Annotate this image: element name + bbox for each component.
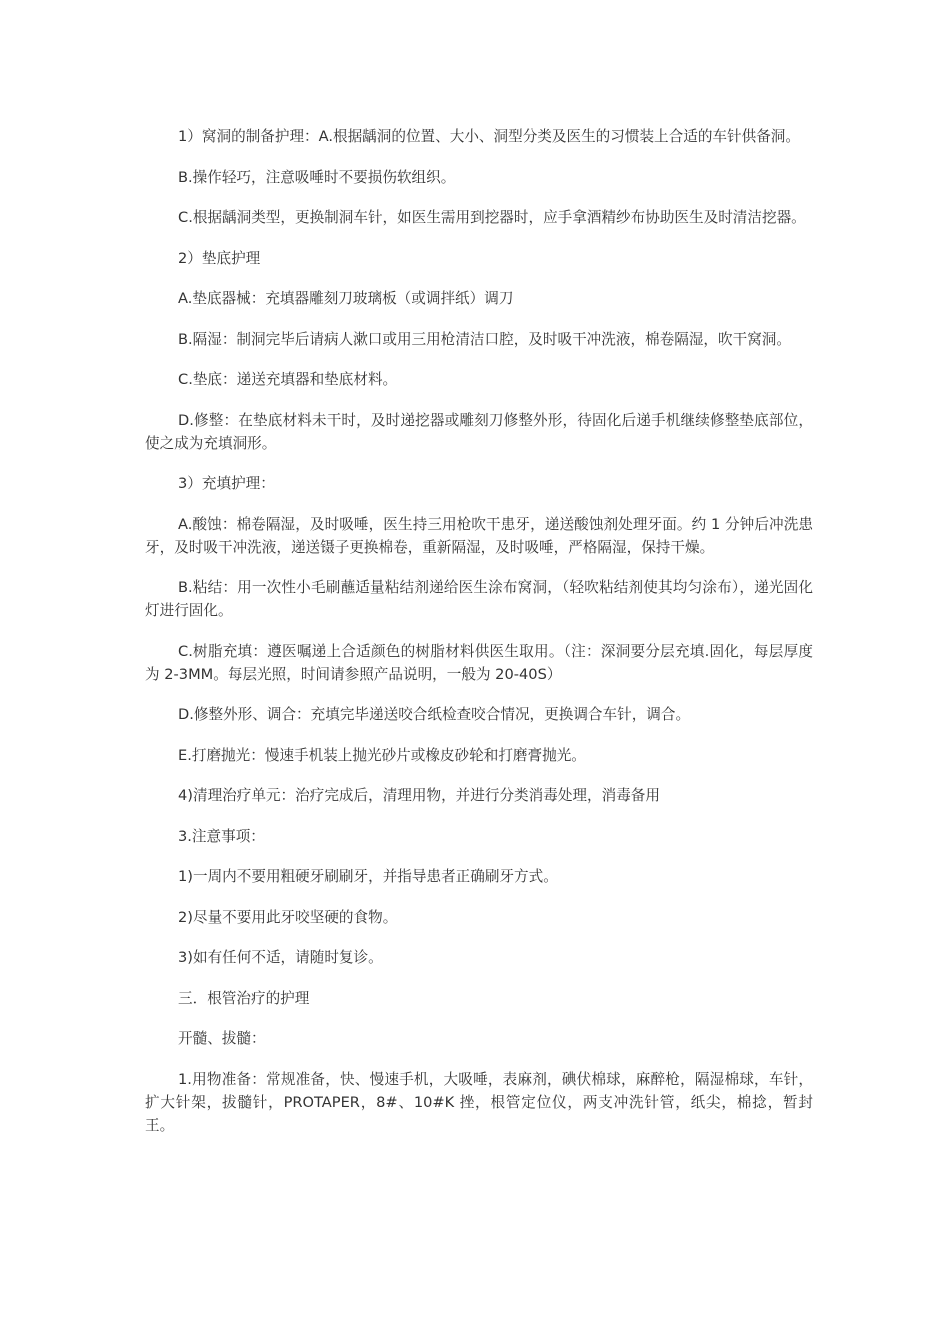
paragraph: A.垫底器械：充填器雕刻刀玻璃板（或调拌纸）调刀 xyxy=(178,290,514,307)
section-heading: 2）垫底护理 xyxy=(178,249,261,267)
paragraph: E.打磨抛光：慢速手机装上抛光砂片或橡皮砂轮和打磨膏抛光。 xyxy=(178,746,586,764)
paragraph: C.树脂充填：遵医嘱递上合适颜色的树脂材料供医生取用。（注：深洞要分层充填.固化，每层厚度为 2-3MM。每层光照，时间请参照产品说明，一般为 20-40S） xyxy=(145,642,813,683)
section-heading: 3.注意事项： xyxy=(178,827,265,845)
paragraph: B.操作轻巧，注意吸唾时不要损伤软组织。 xyxy=(178,168,456,186)
paragraph: B.粘结：用一次性小毛刷蘸适量粘结剂递给医生涂布窝洞，（轻吹粘结剂使其均匀涂布），递光固化灯进行固化。 xyxy=(145,579,813,619)
paragraph: C.根据龋洞类型，更换制洞车针，如医生需用到挖器时，应手拿酒精纱布协助医生及时清洁挖器。 xyxy=(178,209,806,226)
section-heading: 三．根管治疗的护理 xyxy=(178,989,310,1007)
paragraph: 1.用物准备：常规准备，快、慢速手机，大吸唾，表麻剂，碘伏棉球，麻醉枪，隔湿棉球，车针，扩大针架，拔髓针，PROTAPER，8#、10#K 挫，根管定位仪，两支冲洗针管，纸尖，棉捻，暂封王。 xyxy=(145,1070,813,1134)
section-heading: 3）充填护理： xyxy=(178,475,275,492)
list-item: 3)如有任何不适，请随时复诊。 xyxy=(178,949,383,966)
list-item: 2)尽量不要用此牙咬坚硬的食物。 xyxy=(178,908,398,926)
document-body xyxy=(145,125,813,1154)
paragraph: B.隔湿：制洞完毕后请病人漱口或用三用枪清洁口腔，及时吸干冲洗液，棉卷隔湿，吹干窝洞。 xyxy=(178,330,791,348)
paragraph: A.酸蚀：棉卷隔湿，及时吸唾，医生持三用枪吹干患牙，递送酸蚀剂处理牙面。约 1 分钟后冲洗患牙，及时吸干冲洗液，递送镊子更换棉卷，重新隔湿，及时吸唾，严格隔湿，保持干燥。 xyxy=(145,515,813,556)
list-item: 1)一周内不要用粗硬牙刷刷牙，并指导患者正确刷牙方式。 xyxy=(178,868,558,885)
section-heading: 4)清理治疗单元：治疗完成后，清理用物，并进行分类消毒处理，消毒备用 xyxy=(178,787,660,804)
paragraph: C.垫底：递送充填器和垫底材料。 xyxy=(178,371,398,388)
paragraph: D.修整：在垫底材料未干时，及时递挖器或雕刻刀修整外形，待固化后递手机继续修整垫底部位，使之成为充填洞形。 xyxy=(145,411,813,452)
paragraph: D.修整外形、调合：充填完毕递送咬合纸检查咬合情况，更换调合车针，调合。 xyxy=(178,706,691,723)
section-heading: 开髓、拔髓： xyxy=(178,1030,266,1047)
paragraph: 1）窝洞的制备护理：A.根据龋洞的位置、大小、洞型分类及医生的习惯装上合适的车针供备洞。 xyxy=(178,128,800,145)
